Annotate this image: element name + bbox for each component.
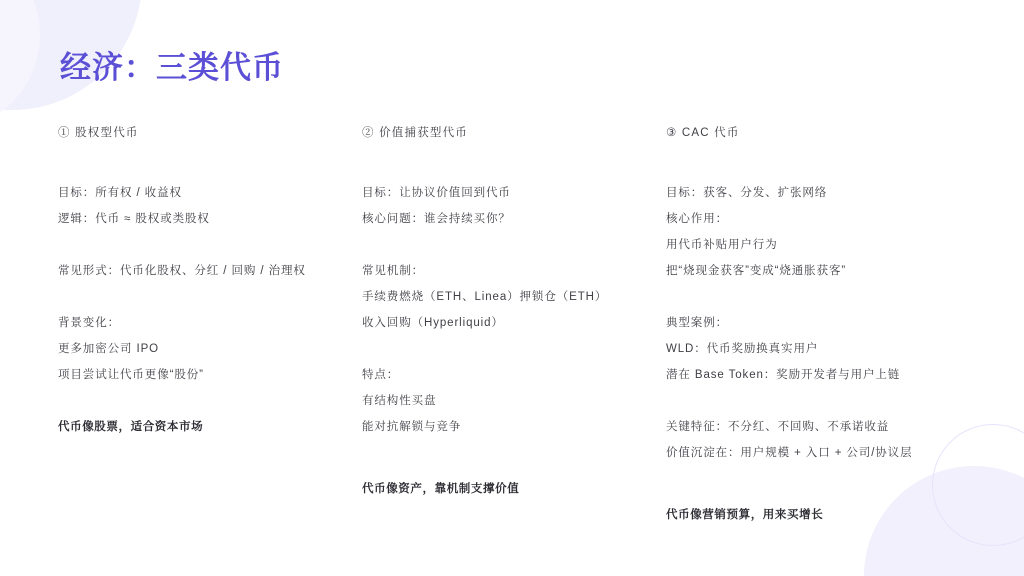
column-heading: ③ CAC 代币 bbox=[666, 127, 740, 139]
column-value-capture-token bbox=[362, 124, 662, 554]
summary-line: 代币像营销预算，用来买增长 bbox=[666, 509, 824, 521]
text-block bbox=[666, 414, 966, 466]
text-line: 常见机制： bbox=[362, 265, 424, 277]
text-block bbox=[58, 310, 358, 388]
text-line: 典型案例： bbox=[666, 317, 728, 329]
text-line: 常见形式：代币化股权、分红 / 回购 / 治理权 bbox=[58, 265, 306, 277]
text-line: 目标：获客、分发、扩张网络 bbox=[666, 187, 828, 199]
column-cac-token bbox=[666, 124, 966, 554]
summary-line: 代币像股票，适合资本市场 bbox=[58, 421, 204, 433]
decorative-circle-top-left-secondary bbox=[0, 0, 40, 130]
text-line: WLD：代币奖励换真实用户 bbox=[666, 343, 819, 355]
text-line: 把“烧现金获客”变成“烧通胀获客” bbox=[666, 265, 847, 277]
text-line: 目标：所有权 / 收益权 bbox=[58, 187, 182, 199]
spacer bbox=[666, 492, 966, 502]
text-block-summary bbox=[362, 476, 662, 502]
text-line: 有结构性买盘 bbox=[362, 395, 437, 407]
text-block bbox=[666, 180, 966, 284]
text-block bbox=[362, 362, 662, 440]
text-line: 核心作用： bbox=[666, 213, 728, 225]
text-block bbox=[362, 180, 662, 232]
summary-line: 代币像资产，靠机制支撑价值 bbox=[362, 483, 520, 495]
text-block bbox=[58, 258, 358, 284]
text-block-summary bbox=[666, 502, 966, 528]
text-line: 更多加密公司 IPO bbox=[58, 343, 160, 355]
text-block bbox=[362, 258, 662, 336]
columns-container bbox=[0, 124, 1024, 554]
text-block-summary bbox=[58, 414, 358, 440]
column-equity-token bbox=[58, 124, 358, 554]
text-line: 潜在 Base Token：奖励开发者与用户上链 bbox=[666, 369, 901, 381]
text-line: 能对抗解锁与竞争 bbox=[362, 421, 462, 433]
text-line: 项目尝试让代币更像“股份” bbox=[58, 369, 204, 381]
page-title: 经济：三类代币 bbox=[60, 50, 284, 85]
text-line: 目标：让协议价值回到代币 bbox=[362, 187, 511, 199]
text-block bbox=[58, 180, 358, 232]
text-block bbox=[666, 310, 966, 388]
text-line: 特点： bbox=[362, 369, 400, 381]
text-line: 收入回购（Hyperliquid） bbox=[362, 317, 504, 329]
text-line: 背景变化： bbox=[58, 317, 120, 329]
text-line: 价值沉淀在：用户规模 + 入口 + 公司/协议层 bbox=[666, 447, 913, 459]
text-line: 用代币补贴用户行为 bbox=[666, 239, 778, 251]
text-line: 逻辑：代币 ≈ 股权或类股权 bbox=[58, 213, 210, 225]
column-heading: ② 价值捕获型代币 bbox=[362, 127, 468, 139]
text-line: 手续费燃烧（ETH、Linea）押锁仓（ETH） bbox=[362, 291, 608, 303]
column-heading: ① 股权型代币 bbox=[58, 127, 139, 139]
text-line: 核心问题：谁会持续买你？ bbox=[362, 213, 511, 225]
spacer bbox=[362, 466, 662, 476]
text-line: 关键特征：不分红、不回购、不承诺收益 bbox=[666, 421, 890, 433]
